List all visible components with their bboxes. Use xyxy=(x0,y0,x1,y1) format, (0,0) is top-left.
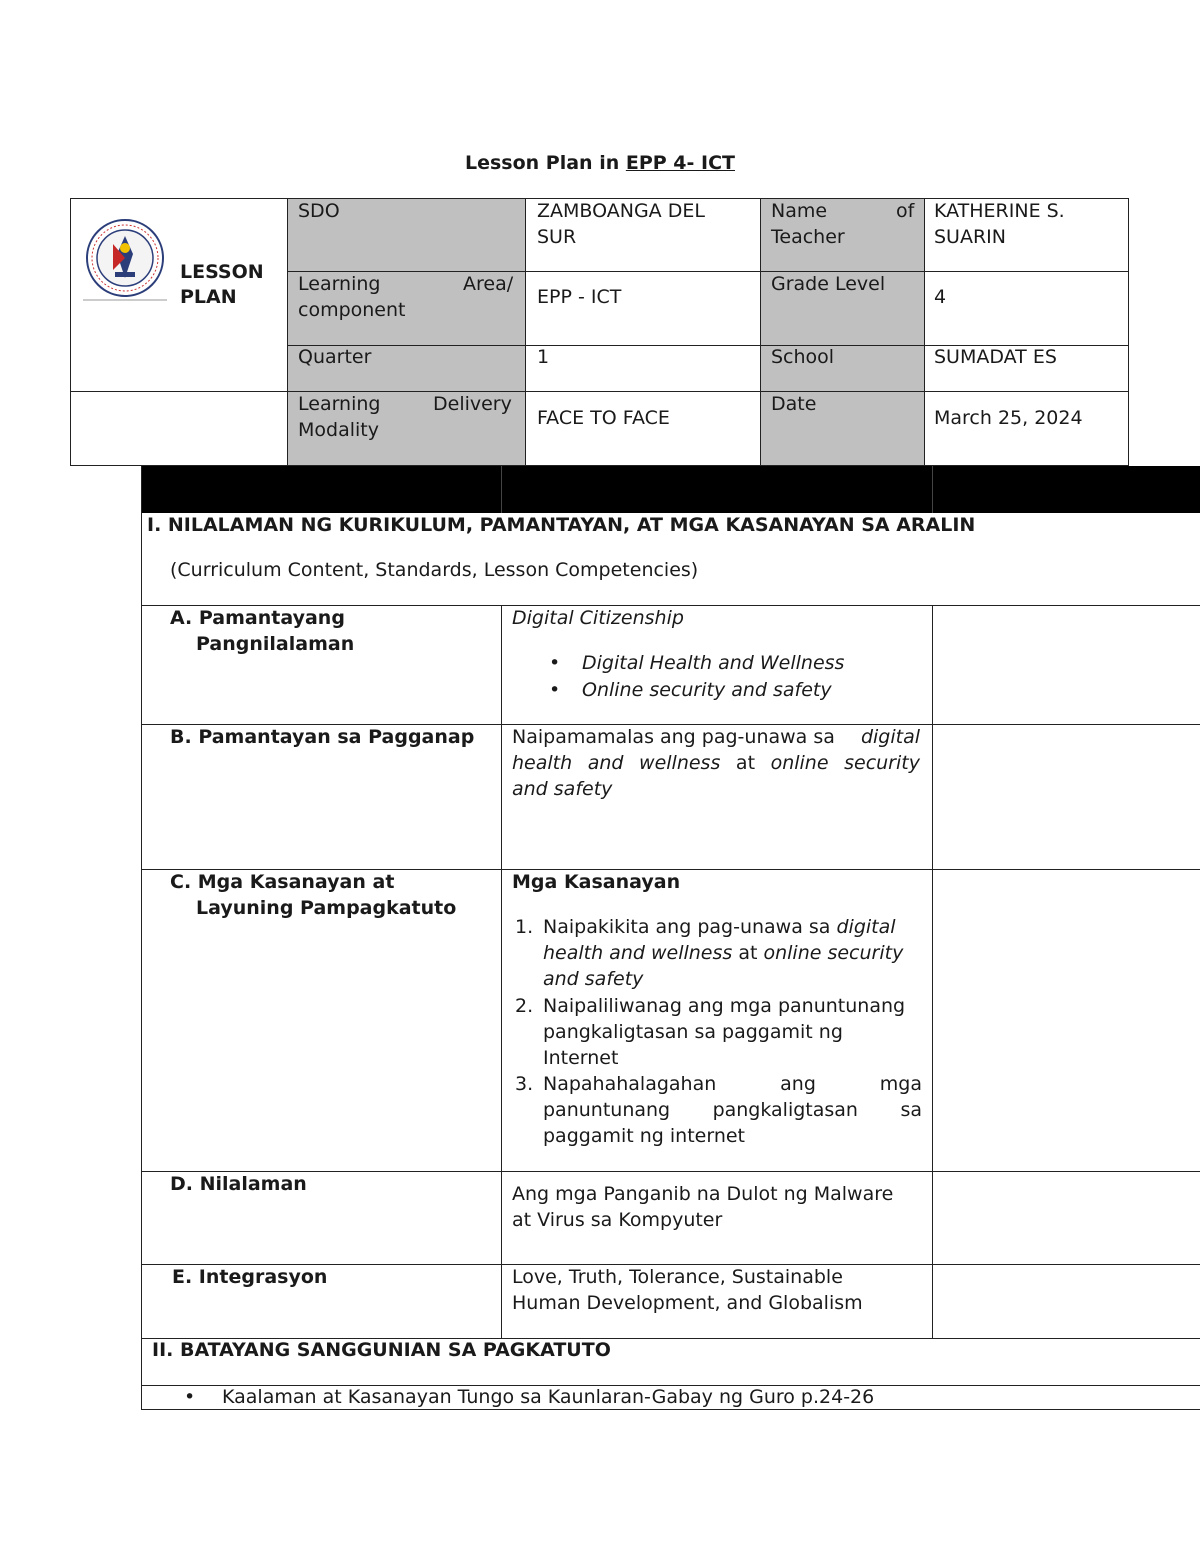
teacher-label-w2: of xyxy=(896,200,915,222)
school-value: SUMADAT ES xyxy=(934,346,1057,368)
item-1-line-1 xyxy=(543,914,896,940)
word: pangkaligtasan xyxy=(712,1099,858,1121)
page-title xyxy=(0,152,1200,174)
item-3-line-1 xyxy=(543,1071,922,1097)
teacher-label-l2: Teacher xyxy=(771,226,845,248)
text-italic: online security xyxy=(763,942,904,964)
title-prefix: Lesson Plan in xyxy=(464,152,626,174)
row-e-label: E. Integrasyon xyxy=(172,1266,328,1288)
item-2-line-3: Internet xyxy=(543,1047,619,1069)
item-1-line-2 xyxy=(543,940,903,966)
text-italic: digital xyxy=(836,916,896,938)
quarter-label: Quarter xyxy=(298,346,372,368)
grade-label: Grade Level xyxy=(771,273,886,295)
word: at xyxy=(735,752,756,774)
quarter-value: 1 xyxy=(537,346,550,368)
item-3-line-3: paggamit ng internet xyxy=(543,1125,746,1147)
teacher-value-1: KATHERINE S. xyxy=(934,200,1065,222)
word: security xyxy=(844,752,920,774)
text: Naipakikita ang pag-unawa sa xyxy=(543,916,837,938)
row-c-label-1: C. Mga Kasanayan at xyxy=(170,871,395,893)
teacher-label-w1: Name xyxy=(771,200,828,222)
item-1-number: 1. xyxy=(515,916,534,938)
row-a-label-1: A. Pamantayang xyxy=(170,607,345,629)
table-header-bar xyxy=(141,466,1200,513)
row-b-text-italic: digital xyxy=(860,726,920,748)
lesson-label-2: PLAN xyxy=(180,286,237,308)
modality-label-w2: Delivery xyxy=(433,393,512,415)
word: sa xyxy=(900,1099,922,1121)
title-subject: EPP 4- ICT xyxy=(625,152,735,174)
modality-label-w1: Learning xyxy=(298,393,381,415)
date-value: March 25, 2024 xyxy=(934,407,1083,429)
word: panuntunang xyxy=(543,1099,671,1121)
row-d-label: D. Nilalaman xyxy=(170,1173,307,1195)
text: at xyxy=(732,942,764,964)
sdo-value-2: SUR xyxy=(537,226,577,248)
row-d-content-2: at Virus sa Kompyuter xyxy=(512,1209,723,1231)
item-3-number: 3. xyxy=(515,1073,534,1095)
date-label: Date xyxy=(771,393,817,415)
area-label-w2: Area/ xyxy=(463,273,514,295)
area-value: EPP - ICT xyxy=(537,286,622,308)
school-label: School xyxy=(771,346,835,368)
row-c-label-2: Layuning Pampagkatuto xyxy=(196,897,457,919)
area-label-l2: component xyxy=(298,299,406,321)
section1-heading: I. NILALAMAN NG KURIKULUM, PAMANTAYAN, AT MGA KASANAYAN SA ARALIN xyxy=(147,514,976,536)
list-item: • Digital Health and Wellness xyxy=(512,650,922,677)
word: health xyxy=(512,752,573,774)
section2-bullet-icon: • xyxy=(184,1386,196,1408)
row-b-text: Naipamamalas ang pag-unawa sa xyxy=(512,726,835,748)
text-italic: health and wellness xyxy=(543,942,733,964)
row-c-heading: Mga Kasanayan xyxy=(512,871,681,893)
row-e-content-2: Human Development, and Globalism xyxy=(512,1292,863,1314)
teacher-value-2: SUARIN xyxy=(934,226,1006,248)
sdo-label: SDO xyxy=(298,200,340,222)
section2-bullet-text: Kaalaman at Kasanayan Tungo sa Kaunlaran-Gabay ng Guro p.24-26 xyxy=(222,1386,875,1408)
word: mga xyxy=(879,1073,922,1095)
list-item: • Online security and safety xyxy=(512,677,922,704)
word: and xyxy=(587,752,624,774)
deped-seal-icon xyxy=(83,218,167,302)
row-b-line-2 xyxy=(512,750,920,776)
item-2-number: 2. xyxy=(515,995,534,1017)
row-d-content-1: Ang mga Panganib na Dulot ng Malware xyxy=(512,1183,894,1205)
row-e-content-1: Love, Truth, Tolerance, Sustainable xyxy=(512,1266,843,1288)
item-2-line-2: pangkaligtasan sa paggamit ng xyxy=(543,1021,843,1043)
word: online xyxy=(770,752,829,774)
lesson-label-1: LESSON xyxy=(180,261,264,283)
row-b-label: B. Pamantayan sa Pagganap xyxy=(170,726,475,748)
item-1-line-3: and safety xyxy=(543,968,644,990)
section1-subheading: (Curriculum Content, Standards, Lesson Competencies) xyxy=(170,559,699,581)
item-3-line-2 xyxy=(543,1097,922,1123)
row-b-line-3: and safety xyxy=(512,778,613,800)
row-a-bullets xyxy=(512,650,922,704)
word: Napahahalagahan xyxy=(543,1073,717,1095)
grade-value: 4 xyxy=(934,286,947,308)
sdo-value-1: ZAMBOANGA DEL xyxy=(537,200,705,222)
word: wellness xyxy=(639,752,721,774)
area-label-w1: Learning xyxy=(298,273,381,295)
row-a-title: Digital Citizenship xyxy=(512,607,684,629)
word: ang xyxy=(780,1073,816,1095)
row-b-line-1 xyxy=(512,724,920,750)
row-a-label-2: Pangnilalaman xyxy=(196,633,355,655)
item-2-line-1: Naipaliliwanag ang mga panuntunang xyxy=(543,995,906,1017)
modality-label-l2: Modality xyxy=(298,419,379,441)
modality-value: FACE TO FACE xyxy=(537,407,670,429)
section2-heading: II. BATAYANG SANGGUNIAN SA PAGKATUTO xyxy=(152,1339,611,1361)
